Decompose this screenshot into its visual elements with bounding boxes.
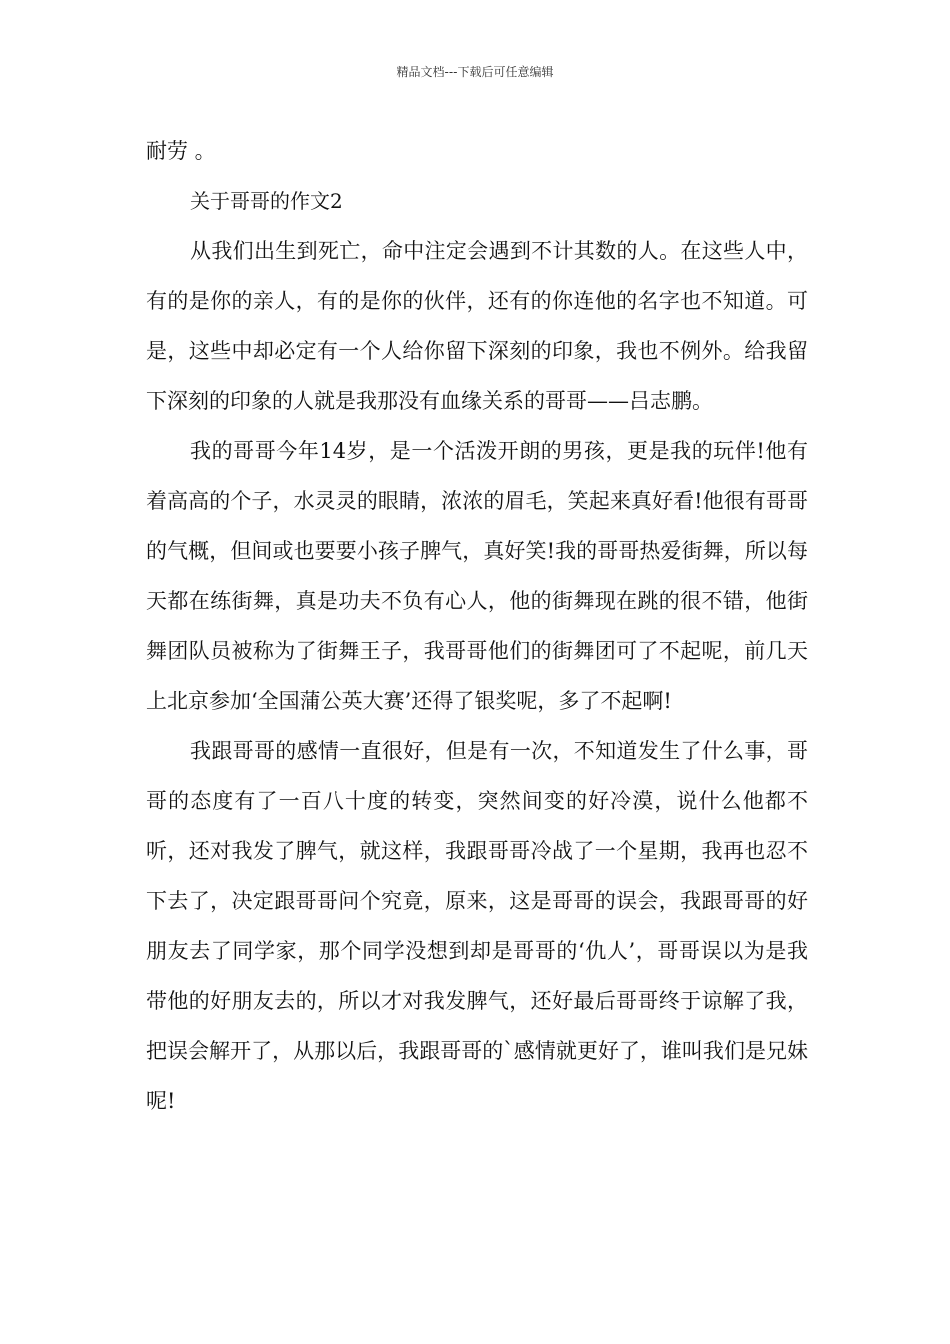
- page-header: 精品文档---下载后可任意编辑: [396, 65, 554, 79]
- paragraph-1: 从我们出生到死亡，命中注定会遇到不计其数的人。在这些人中，有的是你的亲人，有的是你的伙伴，还有的你连他的名字也不知道。可是，这些中却必定有一个人给你留下深刻的印象，我也不例外。给我留下深刻的印象的人就是我那没有血缘关系的哥哥——吕志鹏。: [146, 239, 808, 413]
- paragraph-2: 我的哥哥今年14岁，是一个活泼开朗的男孩，更是我的玩伴!他有着高高的个子，水灵灵的眼睛，浓浓的眉毛，笑起来真好看!他很有哥哥的气概，但间或也要要小孩子脾气，真好笑!我的哥哥热爱街舞，所以每天都在练街舞，真是功夫不负有心人，他的街舞现在跳的很不错，他街舞团队员被称为了街舞王子，我哥哥他们的街舞团可了不起呢，前几天上北京参加‘全国蒲公英大赛’还得了银奖呢，多了不起啊!: [146, 439, 808, 713]
- document-body: [146, 126, 808, 1126]
- paragraph-3: 我跟哥哥的感情一直很好，但是有一次，不知道发生了什么事，哥哥的态度有了一百八十度的转变，突然间变的好冷漠，说什么他都不听，还对我发了脾气，就这样，我跟哥哥冷战了一个星期，我再也忍不下去了，决定跟哥哥问个究竟，原来，这是哥哥的误会，我跟哥哥的好朋友去了同学家，那个同学没想到却是哥哥的‘仇人’，哥哥误以为是我带他的好朋友去的，所以才对我发脾气，还好最后哥哥终于谅解了我，把误会解开了，从那以后，我跟哥哥的`感情就更好了，谁叫我们是兄妹呢!: [146, 739, 808, 1113]
- intro-tail-text: 耐劳 。: [146, 139, 216, 163]
- section-title: 关于哥哥的作文2: [190, 189, 343, 213]
